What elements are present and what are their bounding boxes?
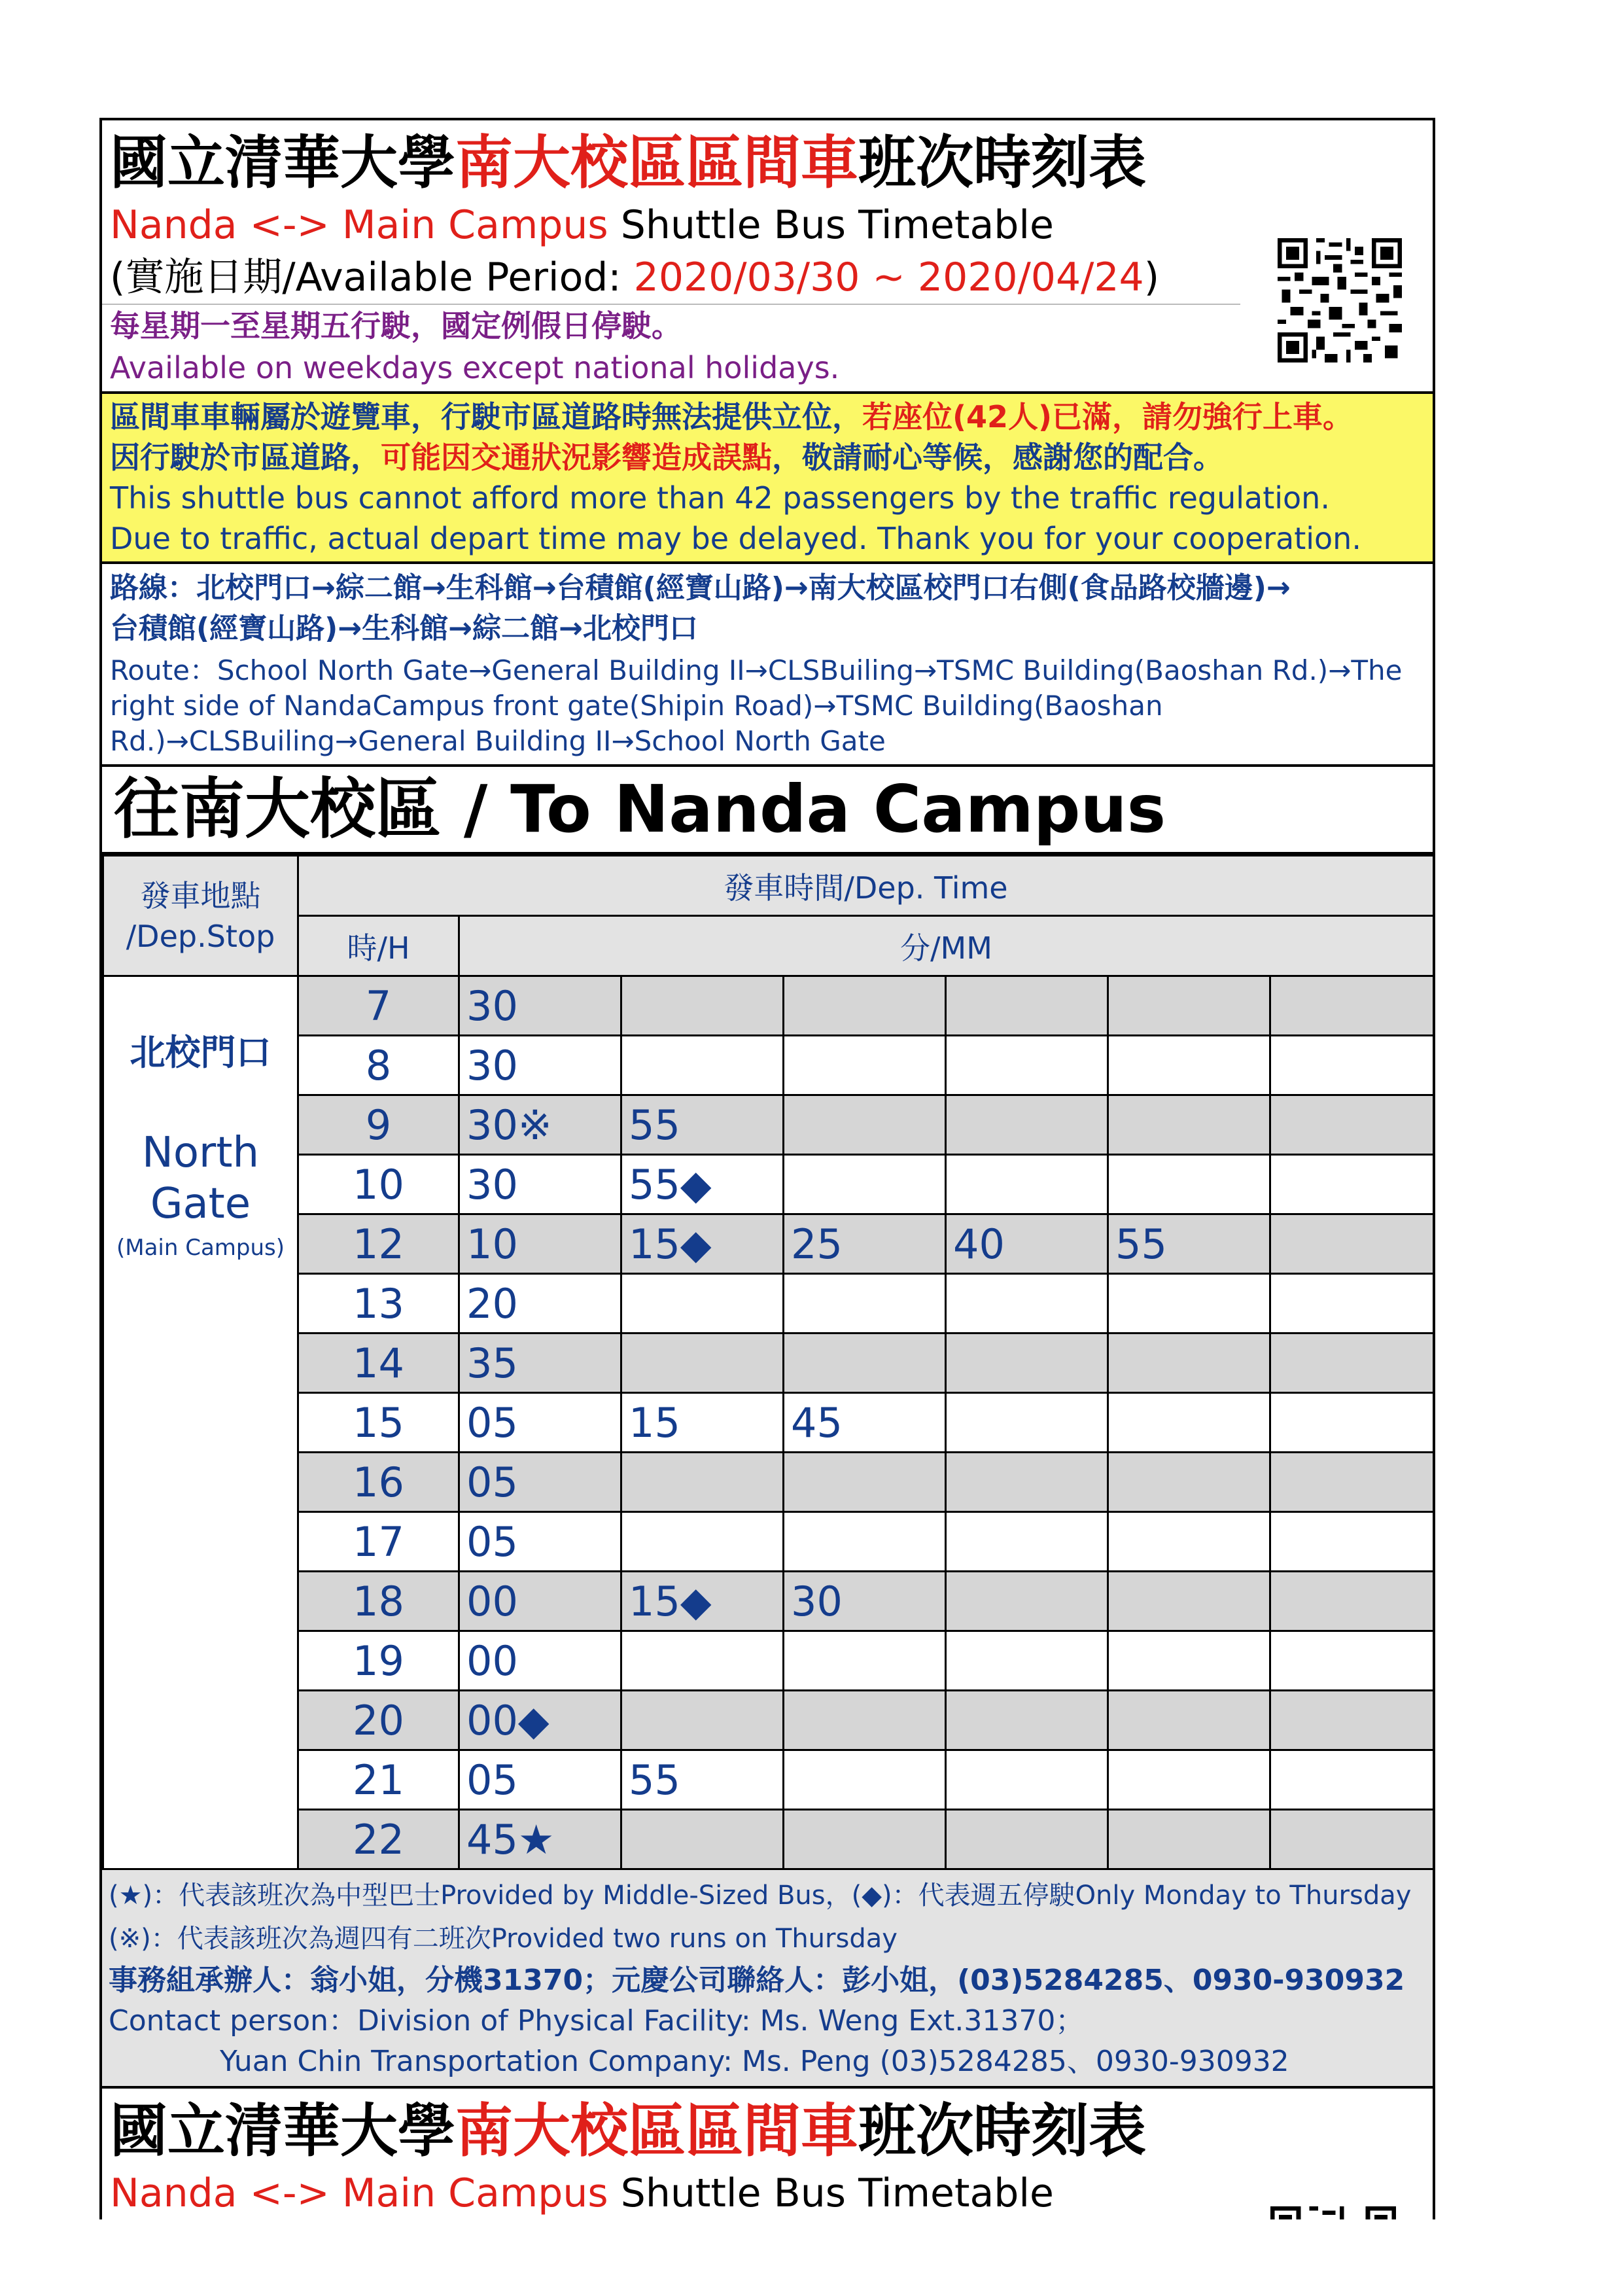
minute-cell [946,1155,1108,1214]
minute-cell [1270,1453,1434,1512]
minute-cell [621,1810,784,1869]
route-en: Route：School North Gate→General Building II→CLSBuiling→TSMC Building(Baoshan Rd.)→The right side of NandaCampus front gate(Shipin Road)→TSMC Building(Baoshan Rd.)→CLSBuiling→General Building II→School North Gate [110,654,1403,757]
header-band [102,120,1433,394]
hour-cell: 16 [298,1453,459,1512]
available-period [102,251,1240,305]
title-en-route: Nanda <-> Main Campus [110,202,608,248]
repeat-title-shuttle: 南大校區區間車 [455,2097,859,2164]
hour-cell: 22 [298,1810,459,1869]
legend-bus-friday: (★)：代表該班次為中型巴士Provided by Middle-Sized Bus，(◆)：代表週五停駛Only Monday to Thursday [109,1881,1412,1911]
qr-code-icon [1270,2206,1396,2219]
minute-cell [946,1750,1108,1810]
minute-cell [784,1631,946,1691]
minute-cell [784,1036,946,1095]
minute-cell: 25 [784,1214,946,1274]
minute-cell [946,1274,1108,1333]
minute-cell [946,1691,1108,1750]
minute-cell [1270,1274,1434,1333]
notice-line-4: Due to traffic, actual depart time may be delayed. Thank you for your cooperation. [110,521,1361,556]
minute-cell: 30※ [459,1095,621,1155]
contact-zh: 事務組承辦人：翁小姐，分機31370；元慶公司聯絡人：彭小姐，(03)5284285、0930-930932 [109,1964,1405,1997]
minute-cell [1108,1691,1270,1750]
minute-cell [946,1333,1108,1393]
minute-cell: 55 [621,1750,784,1810]
minute-cell [1270,1631,1434,1691]
minute-cell [1108,1512,1270,1572]
col-minute: 分/MM [459,916,1434,976]
hour-cell: 14 [298,1333,459,1393]
minute-cell [946,976,1108,1036]
minute-cell [946,1095,1108,1155]
minute-cell [1270,1691,1434,1750]
minute-cell [1270,1095,1434,1155]
table-row [103,1810,1434,1869]
table-row [103,1274,1434,1333]
minute-cell [1270,1393,1434,1453]
minute-cell [621,1333,784,1393]
minute-cell: 40 [946,1214,1108,1274]
next-page-header [102,2089,1433,2219]
weekday-note-zh: 每星期一至星期五行駛，國定例假日停駛。 [110,308,682,344]
notice-line-1b: 若座位(42人)已滿，請勿強行上車。 [862,399,1353,434]
period-close: ) [1143,255,1160,300]
title-en-label: Shuttle Bus Timetable [608,202,1054,248]
minute-cell: 15◆ [621,1572,784,1631]
minute-cell [784,1274,946,1333]
minute-cell [621,1691,784,1750]
col-dep-time: 發車時間/Dep. Time [298,856,1434,916]
minute-cell [1108,1750,1270,1810]
minute-cell [946,1393,1108,1453]
minute-cell: 55 [1108,1214,1270,1274]
table-row [103,1750,1434,1810]
minute-cell: 00 [459,1572,621,1631]
weekday-note-en: Available on weekdays except national holidays. [110,350,840,385]
table-row [103,1333,1434,1393]
minute-cell: 15 [621,1393,784,1453]
minute-cell [946,1810,1108,1869]
minute-cell [946,1572,1108,1631]
stop-name-sub: (Main Campus) [116,1235,285,1261]
hour-cell: 7 [298,976,459,1036]
minute-cell: 45 [784,1393,946,1453]
notice-line-2a: 因行駛於市區道路， [110,440,381,475]
hour-cell: 9 [298,1095,459,1155]
minute-cell [946,1036,1108,1095]
minute-cell: 55◆ [621,1155,784,1214]
minute-cell: 55 [621,1095,784,1155]
minute-cell [1270,1333,1434,1393]
minute-cell [1108,1810,1270,1869]
hour-cell: 10 [298,1155,459,1214]
period-dates: 2020/03/30 ~ 2020/04/24 [633,255,1144,300]
minute-cell [1108,1274,1270,1333]
repeat-title-timetable: 班次時刻表 [858,2097,1147,2164]
qr-code-icon [1277,238,1403,362]
minute-cell [784,1333,946,1393]
minute-cell: 30 [784,1572,946,1631]
minute-cell [784,1750,946,1810]
table-row [103,1095,1434,1155]
minute-cell: 30 [459,1155,621,1214]
minute-cell [1108,1453,1270,1512]
minute-cell [1270,1512,1434,1572]
minute-cell: 10 [459,1214,621,1274]
col-dep-stop: 發車地點 /Dep.Stop [103,856,298,976]
hour-cell: 13 [298,1274,459,1333]
table-row [103,1453,1434,1512]
minute-cell [621,1453,784,1512]
title-university: 國立清華大學 [110,129,456,196]
table-row [103,1214,1434,1274]
page-title-en [102,199,1433,251]
minute-cell: 15◆ [621,1214,784,1274]
hour-cell: 18 [298,1572,459,1631]
hour-cell: 12 [298,1214,459,1274]
period-label: (實施日期/Available Period: [110,255,634,300]
repeat-title-en [102,2167,1240,2219]
route-band [102,564,1433,767]
minute-cell: 35 [459,1333,621,1393]
hour-cell: 20 [298,1691,459,1750]
minute-cell [946,1512,1108,1572]
table-row [103,1631,1434,1691]
minute-cell [621,1036,784,1095]
hour-cell: 17 [298,1512,459,1572]
page-title-zh [102,120,1433,199]
repeat-title-en-label: Shuttle Bus Timetable [608,2170,1054,2216]
table-row [103,1691,1434,1750]
title-shuttle: 南大校區區間車 [455,129,859,196]
minute-cell [1108,1095,1270,1155]
minute-cell [784,1453,946,1512]
table-row [103,1036,1434,1095]
minute-cell [784,1155,946,1214]
minute-cell [1270,1036,1434,1095]
timetable [102,855,1435,1870]
minute-cell [784,1512,946,1572]
minute-cell: 00◆ [459,1691,621,1750]
minute-cell [1108,1333,1270,1393]
minute-cell [1108,1393,1270,1453]
notice-line-1a: 區間車車輛屬於遊覽車，行駛市區道路時無法提供立位， [110,399,862,434]
repeat-title-zh [102,2089,1433,2167]
minute-cell [621,1274,784,1333]
notice-line-3: This shuttle bus cannot afford more than 42 passengers by the traffic regulation. [110,480,1330,516]
minute-cell [1108,1155,1270,1214]
hour-cell: 19 [298,1631,459,1691]
repeat-title-university: 國立清華大學 [110,2097,456,2164]
notice-line-2c: ，敬請耐心等候，感謝您的配合。 [772,440,1223,475]
table-row [103,1572,1434,1631]
minute-cell: 05 [459,1750,621,1810]
stop-name-zh: 北校門口 [130,1032,271,1073]
minute-cell: 05 [459,1512,621,1572]
minute-cell [784,976,946,1036]
minute-cell: 05 [459,1453,621,1512]
minute-cell [1108,1572,1270,1631]
legend-thursday: (※)：代表該班次為週四有二班次Provided two runs on Thursday [109,1924,898,1954]
minute-cell [621,976,784,1036]
section-title: 往南大校區 / To Nanda Campus [102,767,1433,855]
col-hour: 時/H [298,916,459,976]
notice-line-1 [110,397,1425,437]
minute-cell [784,1691,946,1750]
minute-cell [1108,1036,1270,1095]
table-row [103,1155,1434,1214]
minute-cell: 20 [459,1274,621,1333]
minute-cell: 00 [459,1631,621,1691]
minute-cell: 45★ [459,1810,621,1869]
minute-cell: 05 [459,1393,621,1453]
minute-cell [1108,1631,1270,1691]
minute-cell [621,1512,784,1572]
notice-line-2b: 可能因交通狀況影響造成誤點 [381,440,772,475]
minute-cell [784,1095,946,1155]
contact-en-2: Yuan Chin Transportation Company: Ms. Peng (03)5284285、0930-930932 [220,2045,1289,2078]
minute-cell [1270,1810,1434,1869]
minute-cell [621,1631,784,1691]
notice-band [102,394,1433,564]
minute-cell: 30 [459,976,621,1036]
minute-cell [1270,1155,1434,1214]
repeat-title-en-route: Nanda <-> Main Campus [110,2170,608,2216]
route-zh-line-1: 路線：北校門口→綜二館→生科館→台積館(經寶山路)→南大校區校門口右側(食品路校牆邊)→ [110,571,1291,605]
hour-cell: 8 [298,1036,459,1095]
minute-cell [946,1631,1108,1691]
minute-cell [1108,976,1270,1036]
table-row [103,1512,1434,1572]
minute-cell [1270,976,1434,1036]
timetable-sheet [99,118,1435,2219]
notice-line-2 [110,437,1425,478]
contact-en-1: Contact person：Division of Physical Facility: Ms. Weng Ext.31370； [109,2004,1085,2038]
dep-stop-cell [103,976,298,1869]
title-timetable: 班次時刻表 [858,129,1147,196]
minute-cell: 30 [459,1036,621,1095]
notes-band [102,1870,1433,2089]
minute-cell [1270,1214,1434,1274]
minute-cell [784,1810,946,1869]
table-row [103,1393,1434,1453]
route-zh-line-2: 台積館(經寶山路)→生科館→綜二館→北校門口 [110,612,698,645]
table-row [103,976,1434,1036]
minute-cell [946,1453,1108,1512]
minute-cell [1270,1572,1434,1631]
hour-cell: 21 [298,1750,459,1810]
minute-cell [1270,1750,1434,1810]
hour-cell: 15 [298,1393,459,1453]
stop-name-en: North Gate [142,1129,259,1228]
